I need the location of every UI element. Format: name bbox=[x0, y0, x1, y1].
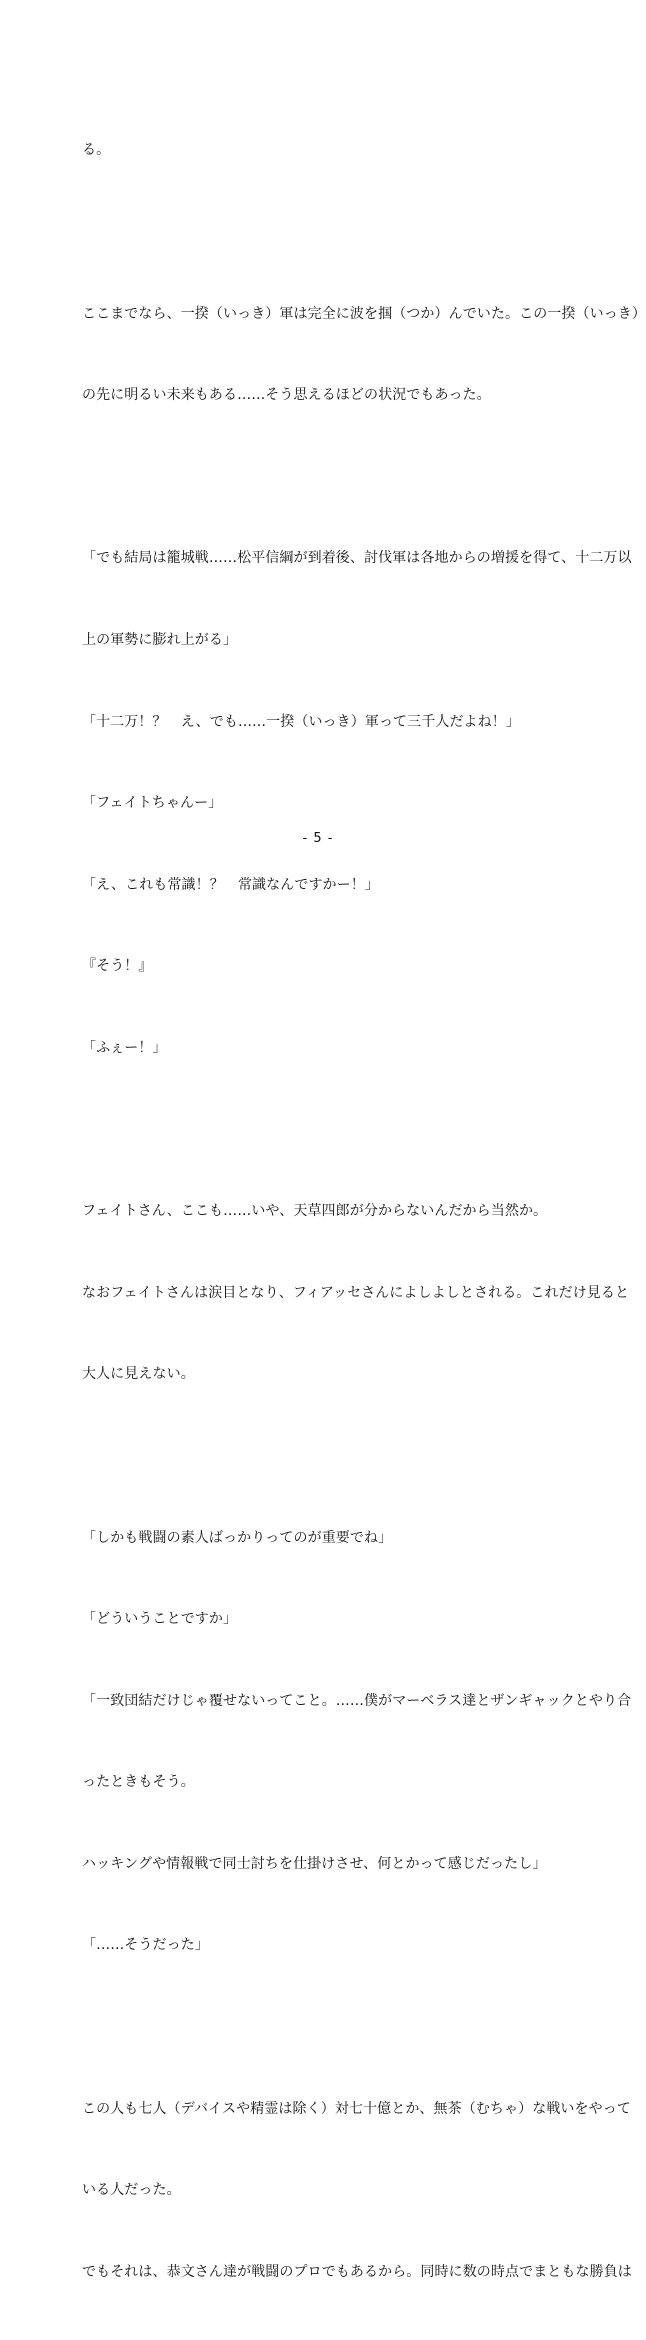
text-line: 「どういうことですか」 bbox=[82, 1611, 238, 1628]
page-number: - 5 - bbox=[302, 831, 334, 846]
text-line: いる人だった。 bbox=[82, 2182, 181, 2199]
blank-line bbox=[82, 1117, 562, 1144]
text-line: この人も七人（デバイスや精霊は除く）対七十億とか、無茶（むちゃ）な戦いをやって bbox=[82, 2100, 631, 2117]
text-line: 「え、これも常識！？ 常識なんですかー！」 bbox=[82, 876, 379, 893]
text-line: 大人に見えない。 bbox=[82, 1366, 195, 1383]
text-line: 『そう！』 bbox=[82, 958, 153, 975]
text-line: 「十二万！？ え、でも……一揆（いっき）軍って三千人だよね！」 bbox=[82, 713, 520, 730]
body-text bbox=[82, 83, 646, 2340]
text-line: なおフェイトさんは涙目となり、フィアッセさんによしよしとされる。これだけ見ると bbox=[82, 1284, 630, 1301]
text-line: 「しかも戦闘の素人ばっかりってのが重要でね」 bbox=[82, 1529, 393, 1546]
text-line: ハッキングや情報戦で同士討ちを仕掛けさせ、何とかって感じだったし」 bbox=[82, 1855, 547, 1872]
text-line: 「フェイトちゃんー」 bbox=[82, 795, 223, 812]
text-line: ここまでなら、一揆（いっき）軍は完全に波を掴（つか）んでいた。この一揆（いっき） bbox=[82, 305, 646, 322]
text-line: の先に明るい未来もある……そう思えるほどの状況でもあった。 bbox=[82, 387, 491, 404]
blank-line bbox=[82, 1443, 562, 1470]
text-line: 「一致団結だけじゃ覆せないってこと。……僕がマーベラス達とザンギャックとやり合 bbox=[82, 1692, 632, 1709]
blank-line bbox=[82, 464, 562, 491]
text-line: 「でも結局は籠城戦……松平信綱が到着後、討伐軍は各地からの増援を得て、十二万以 bbox=[82, 550, 632, 567]
text-line: ったときもそう。 bbox=[82, 1774, 195, 1791]
text-line: でもそれは、恭文さん達が戦闘のプロでもあるから。同時に数の時点でまともな勝負は bbox=[82, 2263, 632, 2280]
text-line: る。 bbox=[82, 142, 111, 159]
blank-line bbox=[82, 219, 562, 246]
text-line: 「……そうだった」 bbox=[82, 1937, 209, 1954]
text-line: 「ふぇー！」 bbox=[82, 1039, 167, 1056]
text-line: 上の軍勢に膨れ上がる」 bbox=[82, 631, 238, 648]
text-line: フェイトさん、ここも……いや、天草四郎が分からないんだから当然か。 bbox=[82, 1203, 548, 1220]
blank-line bbox=[82, 2014, 562, 2041]
